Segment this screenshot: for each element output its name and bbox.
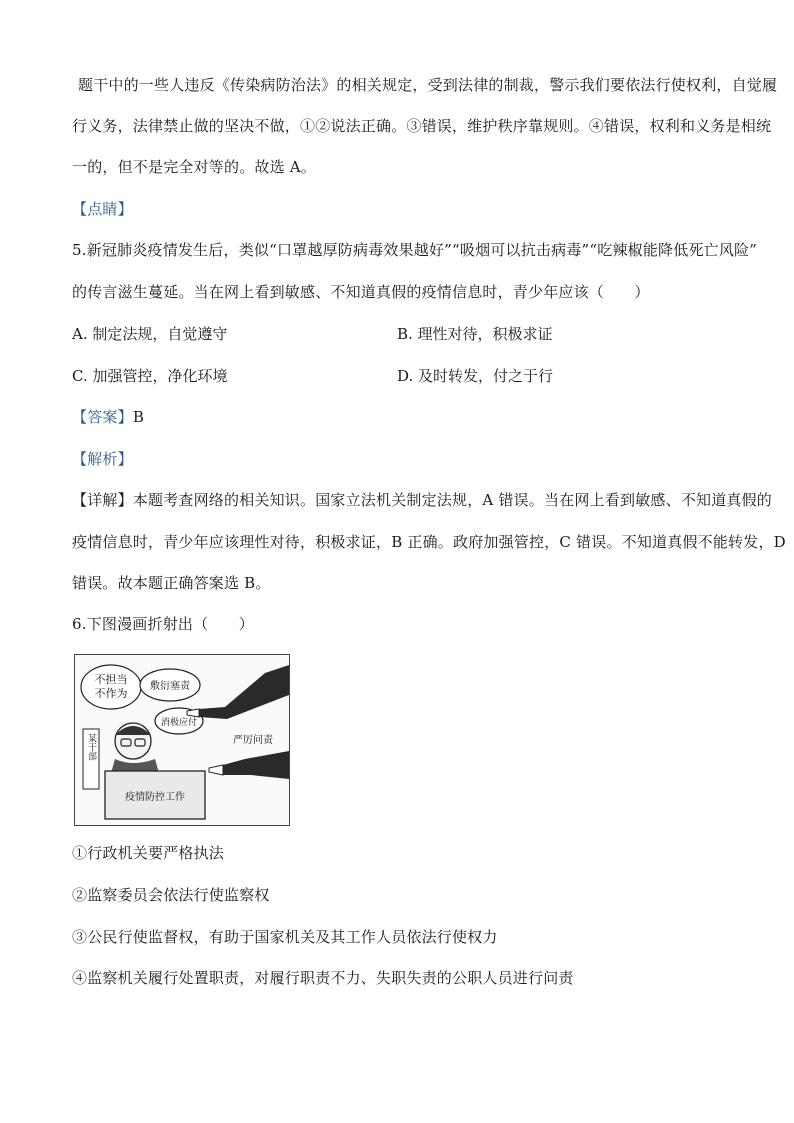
pointing-finger-top <box>187 709 199 717</box>
q5-stem-line-2: 的传言滋生蔓延。当在网上看到敏感、不知道真假的疫情信息时，青少年应该（ ） <box>72 283 650 301</box>
continuation-line-2: 行义务，法律禁止做的坚决不做，①②说法正确。③错误，维护秩序靠规则。④错误，权利和义务是相统 <box>72 117 772 135</box>
q5-detail-line-2: 疫情信息时，青少年应该理性对待，积极求证，B 正确。政府加强管控，C 错误。不知道真假不能转发，D <box>72 533 786 551</box>
bubble2-text: 敷衍塞责 <box>150 681 190 692</box>
continuation-line-1: 题干中的一些人违反《传染病防治法》的相关规定，受到法律的制裁，警示我们要依法行使权利，自觉履 <box>78 76 778 94</box>
dianjing-label: 【点睛】 <box>72 200 133 218</box>
q5-option-c: C. 加强管控，净化环境 <box>72 367 228 385</box>
pointing-arm-top <box>199 665 289 719</box>
q6-statement-4: ④监察机关履行处置职责，对履行职责不力、失职失责的公职人员进行问责 <box>72 969 574 987</box>
pointing-finger-bottom <box>209 765 223 775</box>
bubble1-line2: 不作为 <box>94 687 128 700</box>
q6-statement-1: ①行政机关要严格执法 <box>72 844 225 862</box>
q6-stem: 6.下图漫画折射出（ ） <box>72 615 254 633</box>
q6-statement-3: ③公民行使监督权，有助于国家机关及其工作人员依法行使权力 <box>72 928 498 946</box>
accountability-sign: 严厉问责 <box>233 735 273 746</box>
analysis-label: 【解析】 <box>72 450 133 468</box>
q5-detail-line-1: 【详解】本题考查网络的相关知识。国家立法机关制定法规，A 错误。当在网上看到敏感、不知道真假的 <box>72 491 773 509</box>
q5-stem-line-1: 5.新冠肺炎疫情发生后，类似“口罩越厚防病毒效果越好”“吸烟可以抗击病毒”“吃辣椒能降低死亡风险” <box>72 241 758 259</box>
q5-answer <box>72 407 144 427</box>
q5-option-a: A. 制定法规，自觉遵守 <box>72 325 228 343</box>
q5-detail-line-3: 错误。故本题正确答案选 B。 <box>72 574 271 592</box>
q6-statement-2: ②监察委员会依法行使监察权 <box>72 886 270 904</box>
q5-option-b: B. 理性对待，积极求证 <box>397 325 553 343</box>
q5-option-d: D. 及时转发，付之于行 <box>397 367 554 385</box>
cartoon-drawing <box>75 655 289 825</box>
answer-label: 【答案】 <box>72 408 133 426</box>
answer-value: B <box>132 408 145 426</box>
desk-label: 疫情防控工作 <box>125 792 185 803</box>
official-label: 某干部 <box>86 733 96 761</box>
pointing-arm-bottom <box>223 751 289 779</box>
continuation-line-3: 一的，但不是完全对等的。故选 A。 <box>72 158 317 176</box>
bubble1-line1: 不担当 <box>94 673 128 686</box>
cartoon-image <box>74 654 290 826</box>
bubble3-text: 消极应付 <box>160 718 198 728</box>
